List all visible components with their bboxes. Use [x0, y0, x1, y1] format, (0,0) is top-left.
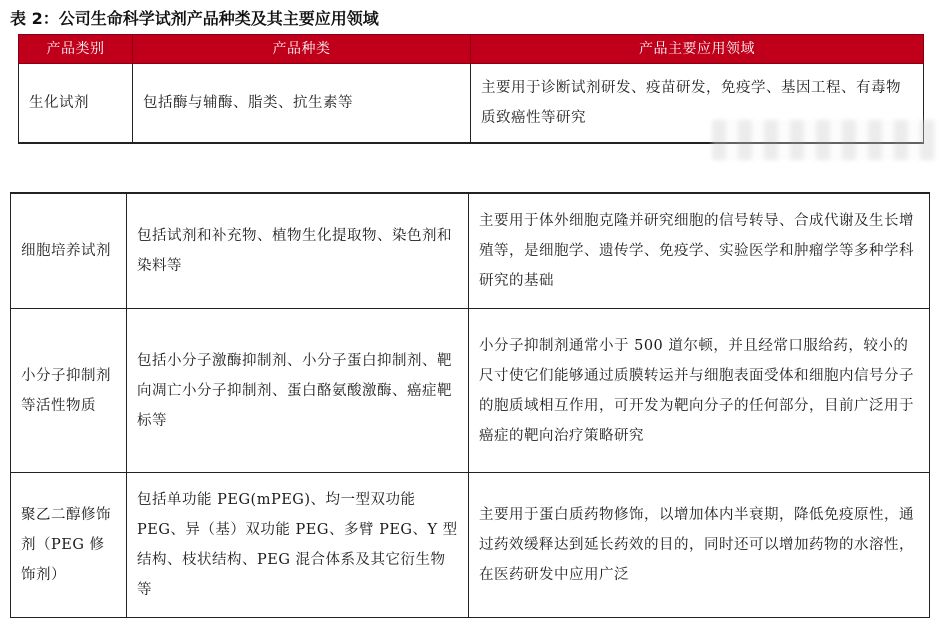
cell-applications: 主要用于蛋白质药物修饰，以增加体内半衰期，降低免疫原性，通过药效缓释达到延长药效的目的，同时还可以增加药物的水溶性，在医药研发中应用广泛	[469, 473, 930, 618]
cell-kinds: 包括小分子激酶抑制剂、小分子蛋白抑制剂、靶向凋亡小分子抑制剂、蛋白酪氨酸激酶、癌症靶标等	[127, 309, 469, 473]
cell-applications: 小分子抑制剂通常小于 500 道尔顿，并且经常口服给药，较小的尺寸使它们能够通过质膜转运并与细胞表面受体和细胞内信号分子的胞质域相互作用，可开发为靶向分子的任何部分，目前广泛用于癌症的靶向治疗策略研究	[469, 309, 930, 473]
cell-kinds: 包括单功能 PEG(mPEG)、均一型双功能 PEG、异（基）双功能 PEG、多臂 PEG、Y 型结构、枝状结构、PEG 混合体系及其它衍生物等	[127, 473, 469, 618]
cell-kinds: 包括试剂和补充物、植物生化提取物、染色剂和染料等	[127, 193, 469, 309]
cell-applications: 主要用于诊断试剂研发、疫苗研发，免疫学、基因工程、有毒物质致癌性等研究	[471, 64, 924, 144]
product-table-continued	[10, 192, 930, 618]
table-row	[11, 193, 930, 309]
table-caption: 表 2：公司生命科学试剂产品种类及其主要应用领域	[10, 9, 379, 28]
header-kinds: 产品种类	[133, 35, 471, 64]
table-row	[11, 309, 930, 473]
cell-category: 细胞培养试剂	[11, 193, 127, 309]
blurred-watermark	[712, 120, 937, 160]
table-header-row	[19, 35, 924, 64]
header-applications: 产品主要应用领域	[471, 35, 924, 64]
cell-category: 生化试剂	[19, 64, 133, 144]
header-category: 产品类别	[19, 35, 133, 64]
cell-category: 小分子抑制剂等活性物质	[11, 309, 127, 473]
cell-kinds: 包括酶与辅酶、脂类、抗生素等	[133, 64, 471, 144]
cell-applications: 主要用于体外细胞克隆并研究细胞的信号转导、合成代谢及生长增殖等，是细胞学、遗传学、免疫学、实验医学和肿瘤学等多种学科研究的基础	[469, 193, 930, 309]
cell-category: 聚乙二醇修饰剂（PEG 修饰剂）	[11, 473, 127, 618]
